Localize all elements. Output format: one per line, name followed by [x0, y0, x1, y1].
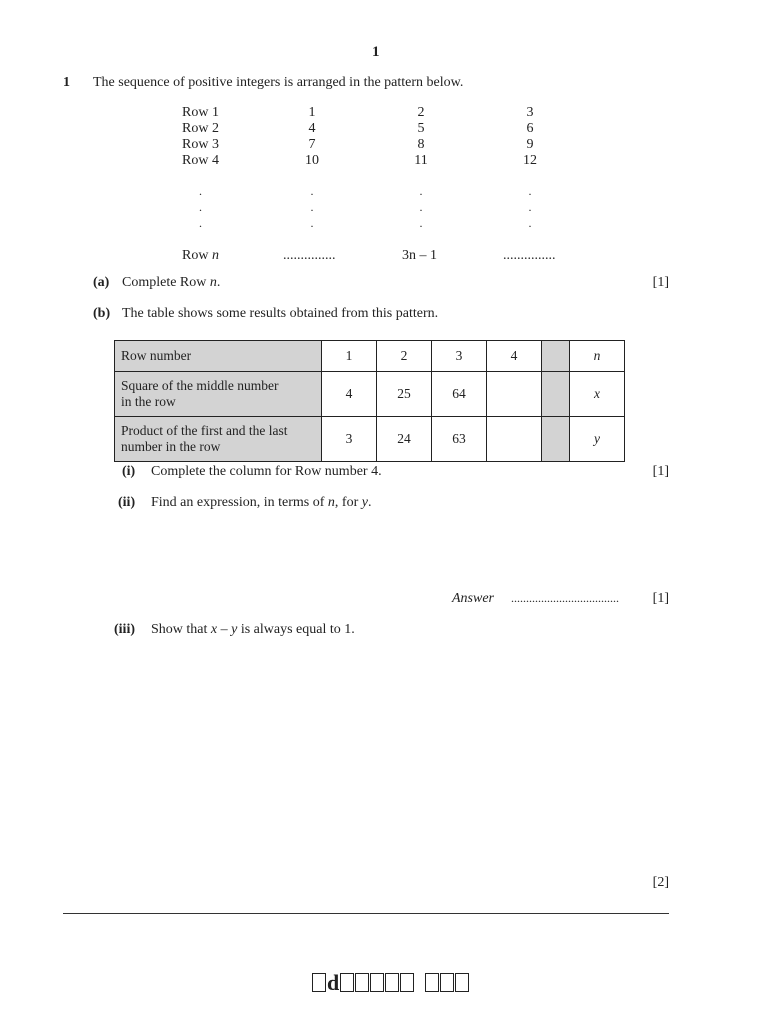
missing-glyph-box — [312, 973, 326, 992]
part-b-i-marks: [1] — [652, 464, 669, 479]
square-value-cell: 64 — [432, 372, 487, 417]
footer-letter: d — [327, 970, 341, 995]
part-b-ii-text — [151, 495, 371, 511]
part-b-ii-var-n: n — [327, 495, 335, 510]
part-a-label: (a) — [93, 275, 110, 290]
row-number-n-cell: n — [570, 341, 625, 372]
table-row-product — [115, 417, 625, 462]
continuation-dot: . — [528, 216, 532, 230]
part-b-iii-text — [151, 622, 355, 638]
sequence-value: 7 — [308, 137, 316, 152]
missing-glyph-box — [340, 973, 354, 992]
sequence-value: 11 — [414, 153, 428, 168]
part-b-text: The table shows some results obtained from this pattern. — [122, 306, 439, 321]
row-number-cell: 3 — [432, 341, 487, 372]
row-number-cell: 4 — [487, 341, 542, 372]
sequence-value: 5 — [417, 121, 425, 136]
part-a-marks: [1] — [652, 275, 669, 290]
answer-label: Answer — [452, 591, 494, 606]
part-a-text-prefix: Complete Row — [122, 275, 210, 290]
part-a-text — [122, 275, 220, 291]
row-number-header: Row number — [115, 341, 322, 372]
row-number-cell: 2 — [377, 341, 432, 372]
product-answer-cell[interactable] — [487, 417, 542, 462]
footer-text — [312, 970, 470, 996]
table-row-square — [115, 372, 625, 417]
missing-glyph-box — [440, 973, 454, 992]
sequence-value: 2 — [417, 105, 425, 120]
part-b-iii-expr: x – y — [210, 622, 238, 637]
part-b-ii-label: (ii) — [118, 495, 136, 510]
square-value-cell: 25 — [377, 372, 432, 417]
product-header-line1: Product of the first and the last — [121, 423, 288, 438]
row-n-prefix: Row — [182, 248, 212, 263]
shaded-gap-cell — [542, 372, 570, 417]
shaded-gap-cell — [542, 341, 570, 372]
answer-marks: [1] — [652, 591, 669, 606]
part-b-iii-suffix: is always equal to 1. — [237, 622, 355, 637]
row-n-label — [182, 248, 219, 264]
part-a-text-suffix: . — [216, 275, 221, 290]
missing-glyph-box — [400, 973, 414, 992]
square-header — [115, 372, 322, 417]
missing-glyph-box — [385, 973, 399, 992]
continuation-dot: . — [528, 200, 532, 214]
square-header-line1: Square of the middle number — [121, 378, 279, 393]
missing-glyph-box — [370, 973, 384, 992]
sequence-value: 8 — [417, 137, 425, 152]
square-x-cell: x — [570, 372, 625, 417]
part-b-i-label: (i) — [122, 464, 136, 479]
page-number: 1 — [372, 44, 380, 60]
missing-glyph-box — [425, 973, 439, 992]
question-number: 1 — [63, 75, 70, 90]
row-n-first-blank[interactable]: ............... — [283, 248, 336, 263]
sequence-value: 10 — [305, 153, 319, 168]
continuation-dot: . — [419, 200, 423, 214]
sequence-row-label: Row 4 — [182, 153, 219, 168]
product-y-cell: y — [570, 417, 625, 462]
continuation-dot: . — [528, 184, 532, 198]
sequence-row-label: Row 1 — [182, 105, 219, 120]
part-b-iii-marks: [2] — [652, 875, 669, 890]
product-value-cell: 3 — [322, 417, 377, 462]
shaded-gap-cell — [542, 417, 570, 462]
square-header-line2: in the row — [121, 394, 176, 409]
continuation-dot: . — [419, 184, 423, 198]
row-number-cell: 1 — [322, 341, 377, 372]
continuation-dot: . — [199, 184, 202, 198]
part-a-var: n — [209, 275, 217, 290]
part-b-ii-var-y: y — [361, 495, 368, 510]
part-b-iii-prefix: Show that — [151, 622, 211, 637]
part-b-label: (b) — [93, 306, 111, 321]
square-answer-cell[interactable] — [487, 372, 542, 417]
missing-glyph-box — [355, 973, 369, 992]
product-value-cell: 24 — [377, 417, 432, 462]
row-n-var: n — [211, 248, 219, 263]
continuation-dot: . — [310, 200, 314, 214]
continuation-dot: . — [310, 216, 314, 230]
missing-glyph-box — [455, 973, 469, 992]
sequence-value: 12 — [523, 153, 537, 168]
product-value-cell: 63 — [432, 417, 487, 462]
part-b-ii-prefix: Find an expression, in terms of — [151, 495, 328, 510]
sequence-value: 6 — [526, 121, 534, 136]
row-n-last-blank[interactable]: ............... — [503, 248, 556, 263]
continuation-dot: . — [199, 216, 202, 230]
table-row-row-number — [115, 341, 625, 372]
sequence-value: 9 — [526, 137, 534, 152]
continuation-dot: . — [199, 200, 202, 214]
sequence-row-label: Row 3 — [182, 137, 219, 152]
continuation-dot: . — [310, 184, 314, 198]
square-value-cell: 4 — [322, 372, 377, 417]
results-table — [114, 340, 625, 462]
part-b-ii-suffix: . — [367, 495, 372, 510]
product-header — [115, 417, 322, 462]
question-intro: The sequence of positive integers is arranged in the pattern below. — [93, 75, 464, 90]
sequence-value: 3 — [526, 105, 534, 120]
sequence-value: 4 — [308, 121, 316, 136]
part-b-ii-mid: , for — [334, 495, 362, 510]
product-header-line2: number in the row — [121, 439, 221, 454]
part-b-i-text: Complete the column for Row number 4. — [151, 464, 382, 479]
sequence-row-label: Row 2 — [182, 121, 219, 136]
answer-input-line[interactable]: .................................... — [511, 591, 619, 605]
row-n-middle: 3n – 1 — [402, 248, 437, 263]
part-b-iii-label: (iii) — [114, 622, 135, 637]
sequence-value: 1 — [308, 105, 316, 120]
footer-divider — [63, 913, 669, 914]
continuation-dot: . — [419, 216, 423, 230]
